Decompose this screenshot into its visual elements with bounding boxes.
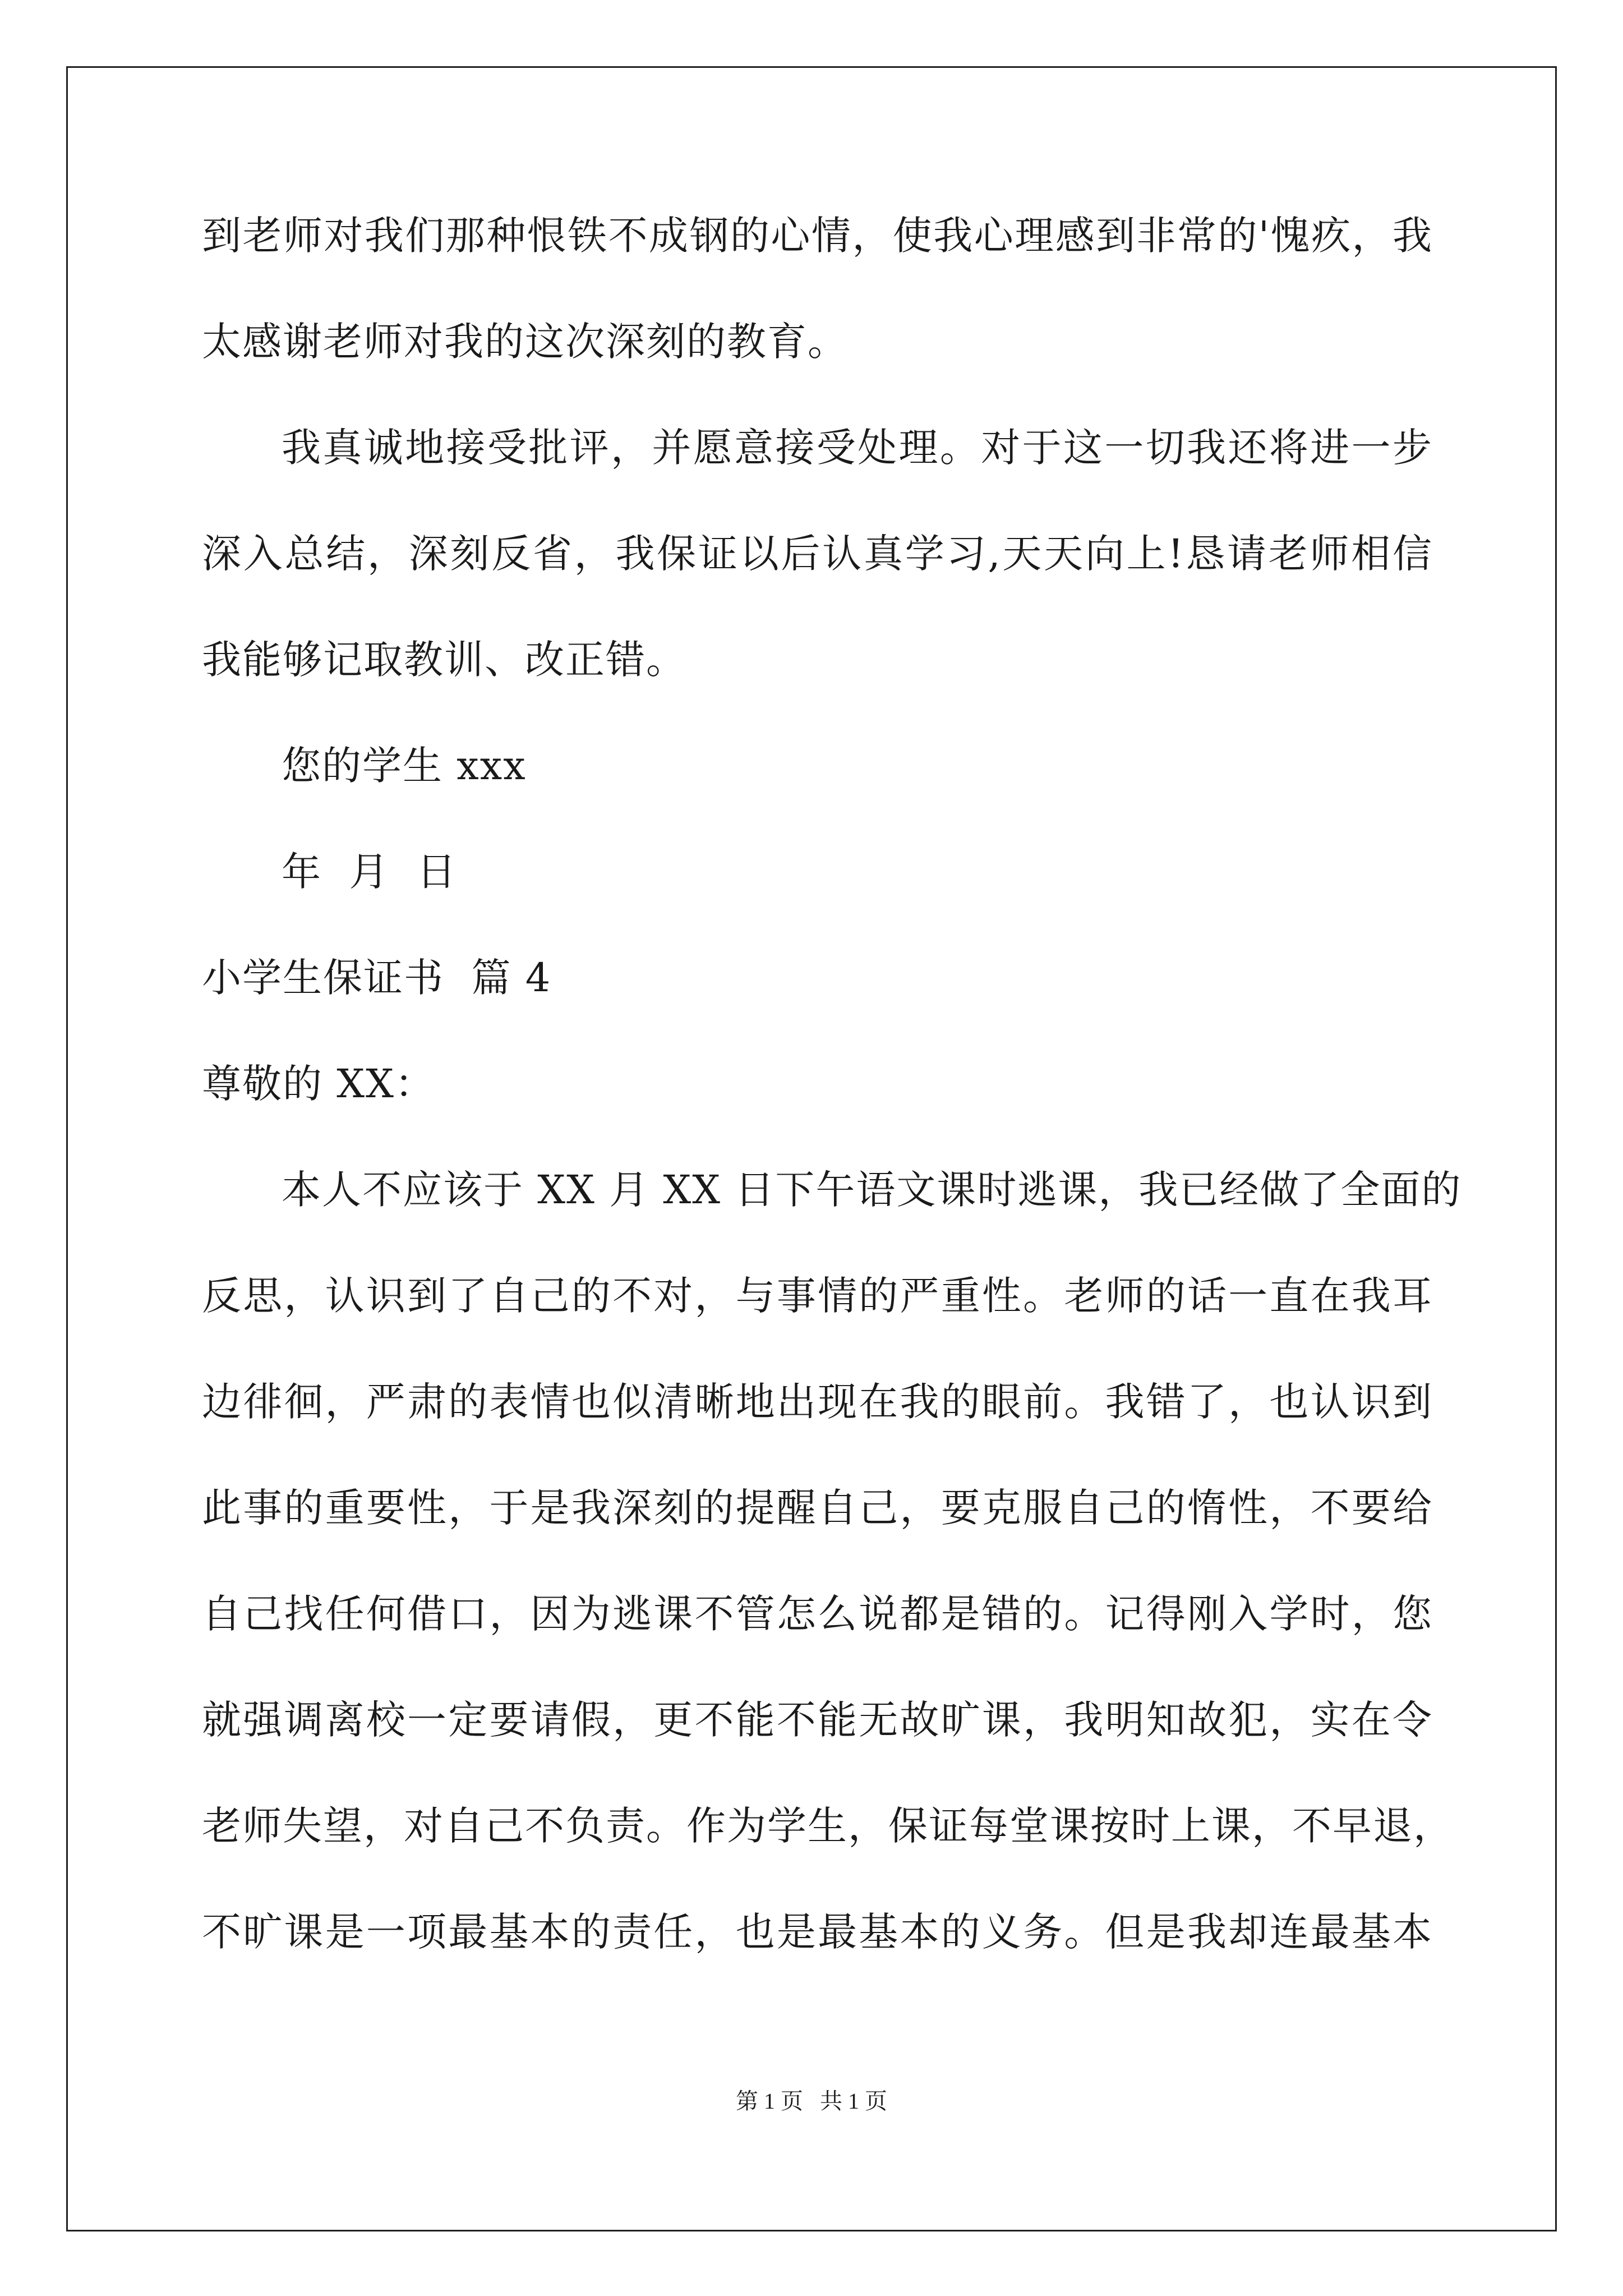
page-number-footer: 第 1 页 共 1 页 — [736, 2088, 887, 2114]
paragraph-line: 到老师对我们那种恨铁不成钢的心情，使我心理感到非常的'愧疚，我 — [202, 213, 1433, 259]
paragraph-line: 反思，认识到了自己的不对，与事情的严重性。老师的话一直在我耳 — [202, 1273, 1433, 1319]
salutation-line: 尊敬的 XX： — [202, 1061, 435, 1107]
paragraph-line: 就强调离校一定要请假，更不能不能无故旷课，我明知故犯，实在令 — [202, 1697, 1433, 1743]
paragraph-line: 太感谢老师对我的这次深刻的教育。 — [202, 319, 848, 365]
signature-line: 您的学生 xxx — [282, 743, 527, 789]
paragraph-line: 自己找任何借口，因为逃课不管怎么说都是错的。记得刚入学时，您 — [202, 1591, 1433, 1637]
paragraph-line: 我能够记取教训、改正错。 — [202, 637, 686, 683]
section-heading: 小学生保证书 篇 4 — [202, 955, 552, 1001]
paragraph-line: 不旷课是一项最基本的责任，也是最基本的义务。但是我却连最基本 — [202, 1909, 1433, 1955]
paragraph-line: 此事的重要性，于是我深刻的提醒自己，要克服自己的惰性，不要给 — [202, 1485, 1433, 1531]
paragraph-line: 深入总结，深刻反省，我保证以后认真学习,天天向上!恳请老师相信 — [202, 531, 1433, 577]
paragraph-line: 本人不应该于 XX 月 XX 日下午语文课时逃课，我已经做了全面的 — [282, 1167, 1462, 1213]
paragraph-line: 老师失望，对自己不负责。作为学生，保证每堂课按时上课，不早退， — [202, 1803, 1454, 1849]
paragraph-line: 我真诚地接受批评，并愿意接受处理。对于这一切我还将进一步 — [282, 425, 1433, 471]
paragraph-line: 边徘徊，严肃的表情也似清晰地出现在我的眼前。我错了，也认识到 — [202, 1379, 1433, 1425]
date-line: 年 月 日 — [282, 849, 458, 895]
